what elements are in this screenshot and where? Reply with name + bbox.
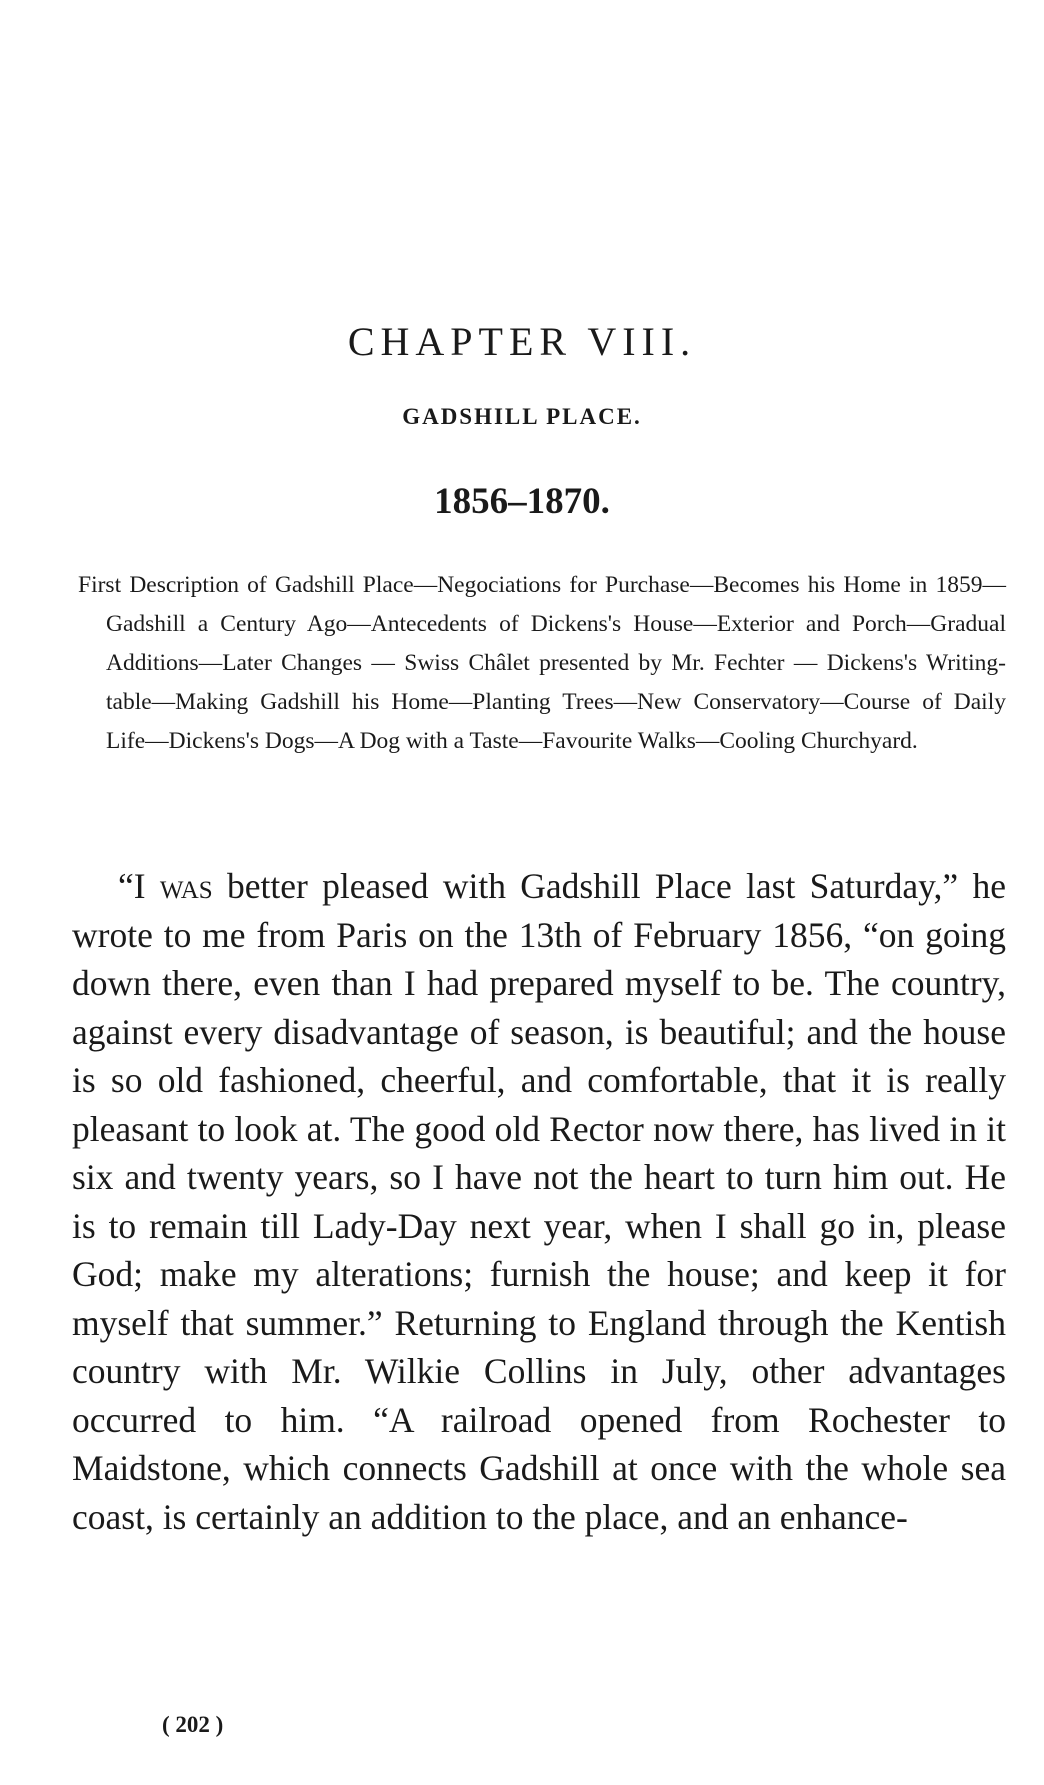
body-paragraph bbox=[72, 862, 1006, 1541]
opening-quote: “I bbox=[118, 866, 160, 906]
opening-word: was bbox=[159, 866, 213, 906]
chapter-title: CHAPTER VIII. bbox=[347, 319, 697, 364]
body-text: better pleased with Gadshill Place last Saturday,” he wrote to me from Paris on the 13th of February 1856, “on going down there, even than I had prepared myself to be. The country, against every disadvantage of season, is beautiful; and the house is so old fashioned, cheerful, and comfortable, that it is really pleasant to look at. The good old Rector now there, has lived in it six and twenty years, so I have not the heart to turn him out. He is to remain till Lady-Day next year, when I shall go in, please God; make my alterations; furnish the house; and keep it for myself that summer.” Returning to England through the Kentish country with Mr. Wilkie Collins in July, other advantages occurred to him. “A railroad opened from Rochester to Maidstone, which connects Gadshill at once with the whole sea coast, is certainly an addition to the place, and an enhance- bbox=[72, 866, 1006, 1537]
chapter-subtitle: GADSHILL PLACE. bbox=[402, 404, 642, 429]
chapter-synopsis: First Description of Gadshill Place—Negociations for Purchase—Becomes his Home in 1859—Gadshill a Century Ago—Antecedents of Dickens's House—Exterior and Porch—Gradual Additions—Later Changes — Swiss Châlet presented by Mr. Fechter — Dickens's Writing-table—Making Gadshill his Home—Planting Trees—New Conservatory—Course of Daily Life—Dickens's Dogs—A Dog with a Taste—Favourite Walks—Cooling Churchyard. bbox=[78, 572, 1006, 754]
chapter-dates: 1856–1870. bbox=[434, 481, 610, 522]
page-number: ( 202 ) bbox=[162, 1712, 224, 1737]
